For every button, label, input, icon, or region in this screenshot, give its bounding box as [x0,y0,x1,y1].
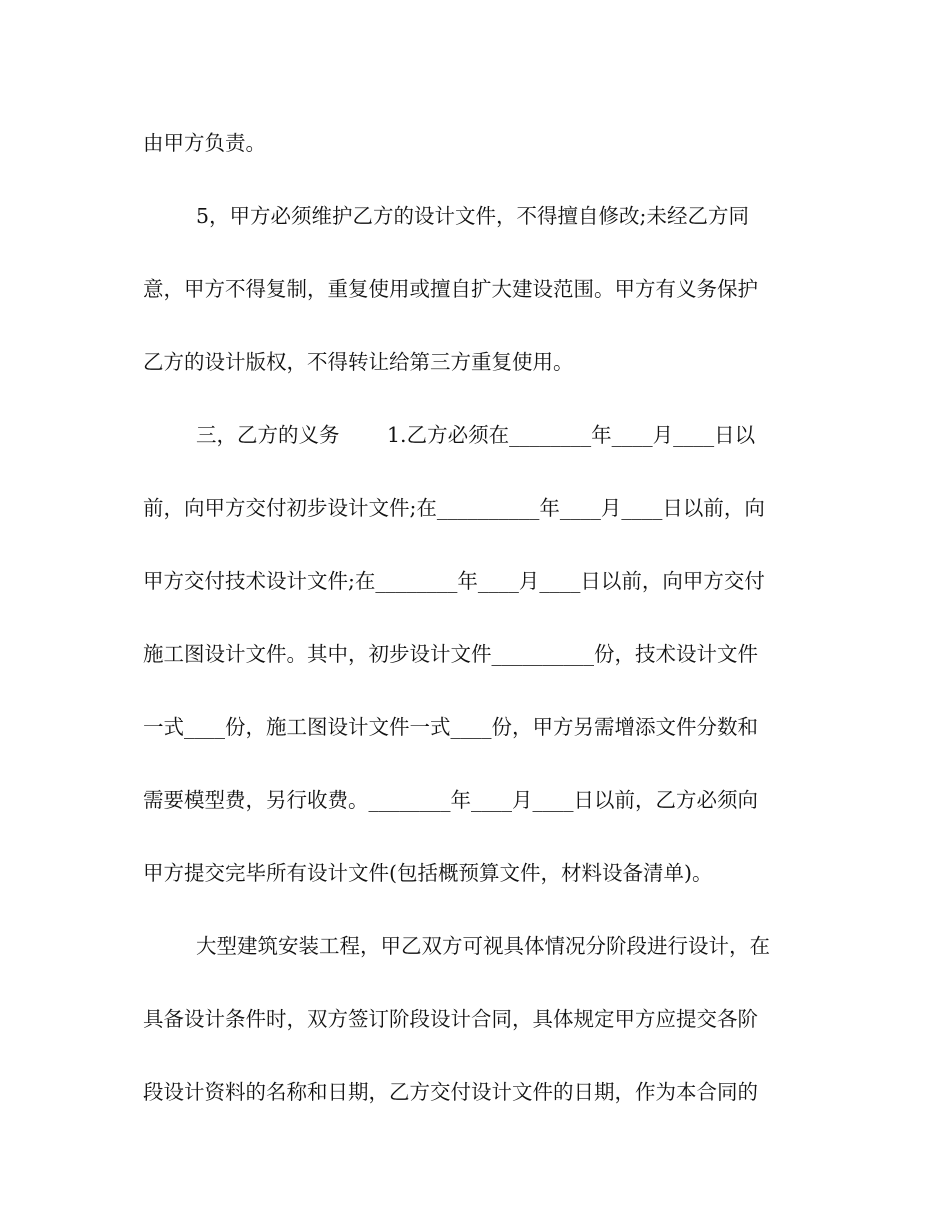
text-line: 5，甲方必须维护乙方的设计文件，不得擅自修改;未经乙方同 [196,204,749,228]
text-line: 乙方的设计版权，不得转让给第三方重复使用。 [143,350,574,374]
text-line: 由甲方负责。 [143,131,266,155]
text-line: 甲方交付技术设计文件;在________年____月____日以前，向甲方交付 [143,569,765,593]
text-line: 甲方提交完毕所有设计文件(包括概预算文件，材料设备清单)。 [143,861,713,885]
text-line: 需要模型费，另行收费。________年____月____日以前，乙方必须向 [143,788,758,812]
text-line: 施工图设计文件。其中，初步设计文件__________份，技术设计文件 [143,642,758,666]
text-line: 大型建筑安装工程，甲乙双方可视具体情况分阶段进行设计，在 [196,934,770,958]
text-line: 前，向甲方交付初步设计文件;在__________年____月____日以前，向 [143,496,765,520]
text-line: 具备设计条件时，双方签订阶段设计合同，具体规定甲方应提交各阶 [143,1007,758,1031]
text-line: 意，甲方不得复制，重复使用或擅自扩大建设范围。甲方有义务保护 [143,277,758,301]
text-line: 三，乙方的义务 1.乙方必须在________年____月____日以 [196,423,756,447]
text-line: 段设计资料的名称和日期，乙方交付设计文件的日期，作为本合同的 [143,1080,758,1104]
text-line: 一式____份，施工图设计文件一式____份，甲方另需增添文件分数和 [143,715,758,739]
